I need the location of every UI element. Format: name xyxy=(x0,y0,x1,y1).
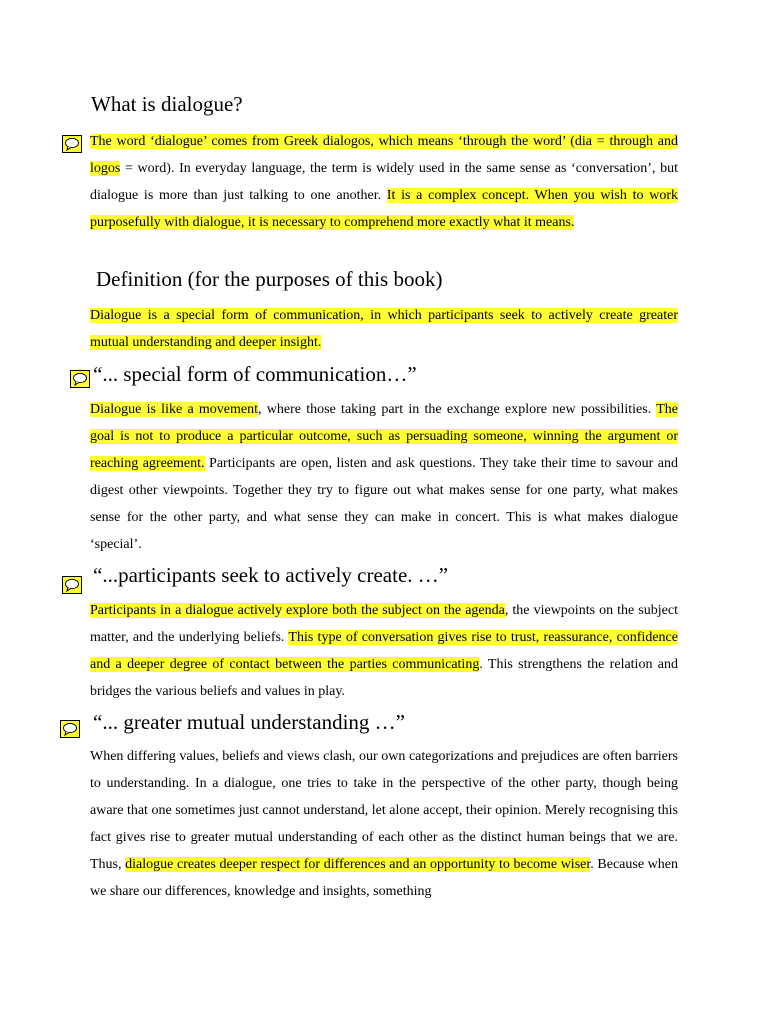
highlighted-text: Participants in a dialogue actively explore both the subject on the agenda xyxy=(90,603,505,618)
comment-marker[interactable] xyxy=(60,720,80,738)
highlighted-text: Dialogue is a special form of communication, in which participants seek to actively create greater mutual understanding and deeper insight. xyxy=(90,308,678,350)
speech-bubble-icon xyxy=(72,372,88,386)
paragraph-definition xyxy=(90,302,678,356)
body-text: , where those taking part in the exchange explore new possibilities. xyxy=(258,402,657,417)
highlighted-text: dialogue creates deeper respect for differences and an opportunity to become wiser xyxy=(125,857,591,872)
comment-marker[interactable] xyxy=(62,576,82,594)
section-heading-mutual-understanding: “... greater mutual understanding …” xyxy=(93,710,405,734)
speech-bubble-icon xyxy=(64,137,80,151)
highlighted-text: The word ‘dialogue’ comes from Greek dialogos, which means ‘through the word’ (dia = through and logos xyxy=(90,134,678,176)
body-text: Participants are open, listen and ask questions. They take their time to savour and digest other viewpoints. Together they try to figure out what makes sense for one party, what makes sense for the other party, and what sense they can make in concert. This is what makes dialogue ‘special’. xyxy=(90,456,678,552)
highlighted-text: The goal is not to produce a particular outcome, such as persuading someone, winning the argument or reaching agreement. xyxy=(90,402,678,471)
comment-marker[interactable] xyxy=(70,370,90,388)
speech-bubble-icon xyxy=(64,578,80,592)
body-text: . Because when we share our differences, knowledge and insights, something xyxy=(90,857,679,899)
highlighted-text: Dialogue is like a movement xyxy=(90,402,259,417)
speech-bubble-icon xyxy=(62,722,78,736)
section-heading-definition: Definition (for the purposes of this book) xyxy=(96,267,443,291)
body-text: = word). In everyday language, the term is widely used in the same sense as ‘conversation’, but dialogue is more than just talking to one another. xyxy=(90,161,678,203)
paragraph-participants xyxy=(90,597,678,705)
body-text: , the viewpoints on the subject matter, and the underlying beliefs. xyxy=(90,603,678,645)
paragraph-etymology xyxy=(90,128,678,236)
body-text: When differing values, beliefs and views clash, our own categorizations and prejudices are often barriers to understanding. In a dialogue, one tries to take in the perspective of the other party, though being aware that one sometimes just cannot understand, let alone accept, their opinion. Merely recognising this fact gives rise to greater mutual understanding of each other as the distinct human beings that we are. Thus, xyxy=(90,749,678,872)
section-heading-participants: “...participants seek to actively create. …” xyxy=(93,563,449,587)
section-heading-special-form: “... special form of communication…” xyxy=(93,362,417,386)
paragraph-mutual-understanding xyxy=(90,743,678,905)
highlighted-text: It is a complex concept. When you wish to work purposefully with dialogue, it is necessary to comprehend more exactly what it means. xyxy=(90,188,678,230)
paragraph-special-form xyxy=(90,396,678,558)
comment-marker[interactable] xyxy=(62,135,82,153)
page-title: What is dialogue? xyxy=(91,92,243,116)
body-text: . This strengthens the relation and bridges the various beliefs and values in play. xyxy=(90,657,678,699)
highlighted-text: This type of conversation gives rise to trust, reassurance, confidence and a deeper degree of contact between the parties communicating xyxy=(90,630,678,672)
